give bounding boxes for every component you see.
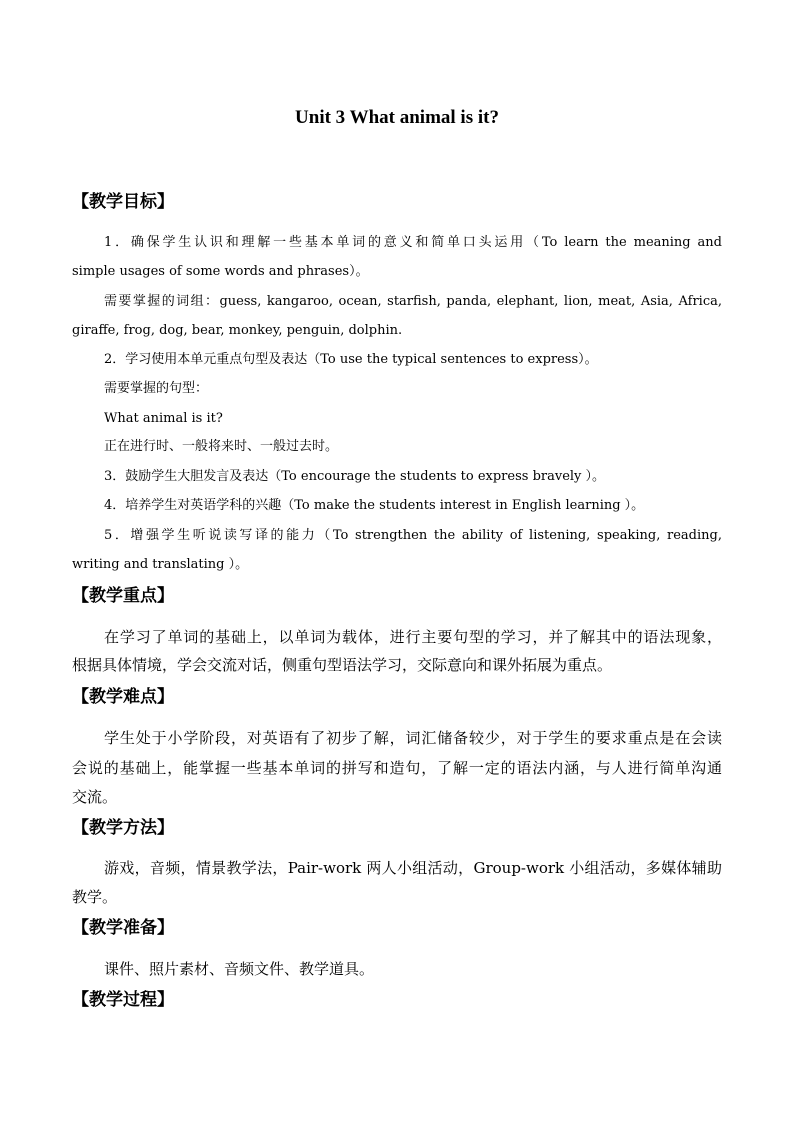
difficulties-line-2: 会说的基础上，能掌握一些基本单词的拼写和造句，了解一定的语法内涵，与人进行简单沟通 bbox=[72, 759, 722, 777]
goal-item-2: 2．学习使用本单元重点句型及表达（To use the typical sentences to express）。 bbox=[104, 352, 598, 367]
goal-item-4: 4．培养学生对英语学科的兴趣（To make the students interest in English learning ）。 bbox=[104, 498, 645, 513]
goal-item-1-line-2: simple usages of some words and phrases）。 bbox=[72, 264, 369, 279]
page-title: Unit 3 What animal is it? bbox=[295, 107, 499, 128]
methods-line-2: 教学。 bbox=[72, 888, 118, 906]
goal-item-5-line-1: 5．增强学生听说读写译的能力（To strengthen the ability of listening, speaking, reading, bbox=[104, 528, 722, 543]
goal-item-5-line-2: writing and translating ）。 bbox=[72, 557, 249, 572]
tenses-line: 正在进行时、一般将来时、一般过去时。 bbox=[104, 439, 339, 454]
goal-item-1-line-1: 1．确保学生认识和理解一些基本单词的意义和简单口头运用（To learn the meaning and bbox=[104, 235, 722, 250]
section-heading-preparation: 【教学准备】 bbox=[72, 918, 174, 938]
methods-line-1: 游戏，音频，情景教学法，Pair-work 两人小组活动，Group-work 小组活动，多媒体辅助 bbox=[104, 859, 722, 877]
vocab-line-1: 需要掌握的词组：guess, kangaroo, ocean, starfish, panda, elephant, lion, meat, Asia, Africa, bbox=[104, 294, 722, 309]
pattern-label: 需要掌握的句型： bbox=[104, 381, 209, 396]
pattern-example: What animal is it? bbox=[104, 411, 223, 426]
difficulties-line-1: 学生处于小学阶段，对英语有了初步了解，词汇储备较少，对于学生的要求重点是在会读 bbox=[104, 729, 722, 747]
difficulties-line-3: 交流。 bbox=[72, 788, 118, 806]
section-heading-process: 【教学过程】 bbox=[72, 990, 174, 1010]
section-heading-difficulties: 【教学难点】 bbox=[72, 687, 174, 707]
goal-item-3: 3．鼓励学生大胆发言及表达（To encourage the students to express bravely ）。 bbox=[104, 469, 606, 484]
section-heading-key-points: 【教学重点】 bbox=[72, 586, 174, 606]
key-points-line-1: 在学习了单词的基础上，以单词为载体，进行主要句型的学习，并了解其中的语法现象， bbox=[104, 628, 722, 646]
vocab-line-2: giraffe, frog, dog, bear, monkey, penguin, dolphin. bbox=[72, 323, 403, 338]
key-points-line-2: 根据具体情境，学会交流对话，侧重句型语法学习，交际意向和课外拓展为重点。 bbox=[72, 656, 613, 674]
preparation-line-1: 课件、照片素材、音频文件、教学道具。 bbox=[104, 960, 375, 978]
section-heading-goals: 【教学目标】 bbox=[72, 192, 174, 212]
section-heading-methods: 【教学方法】 bbox=[72, 818, 174, 838]
